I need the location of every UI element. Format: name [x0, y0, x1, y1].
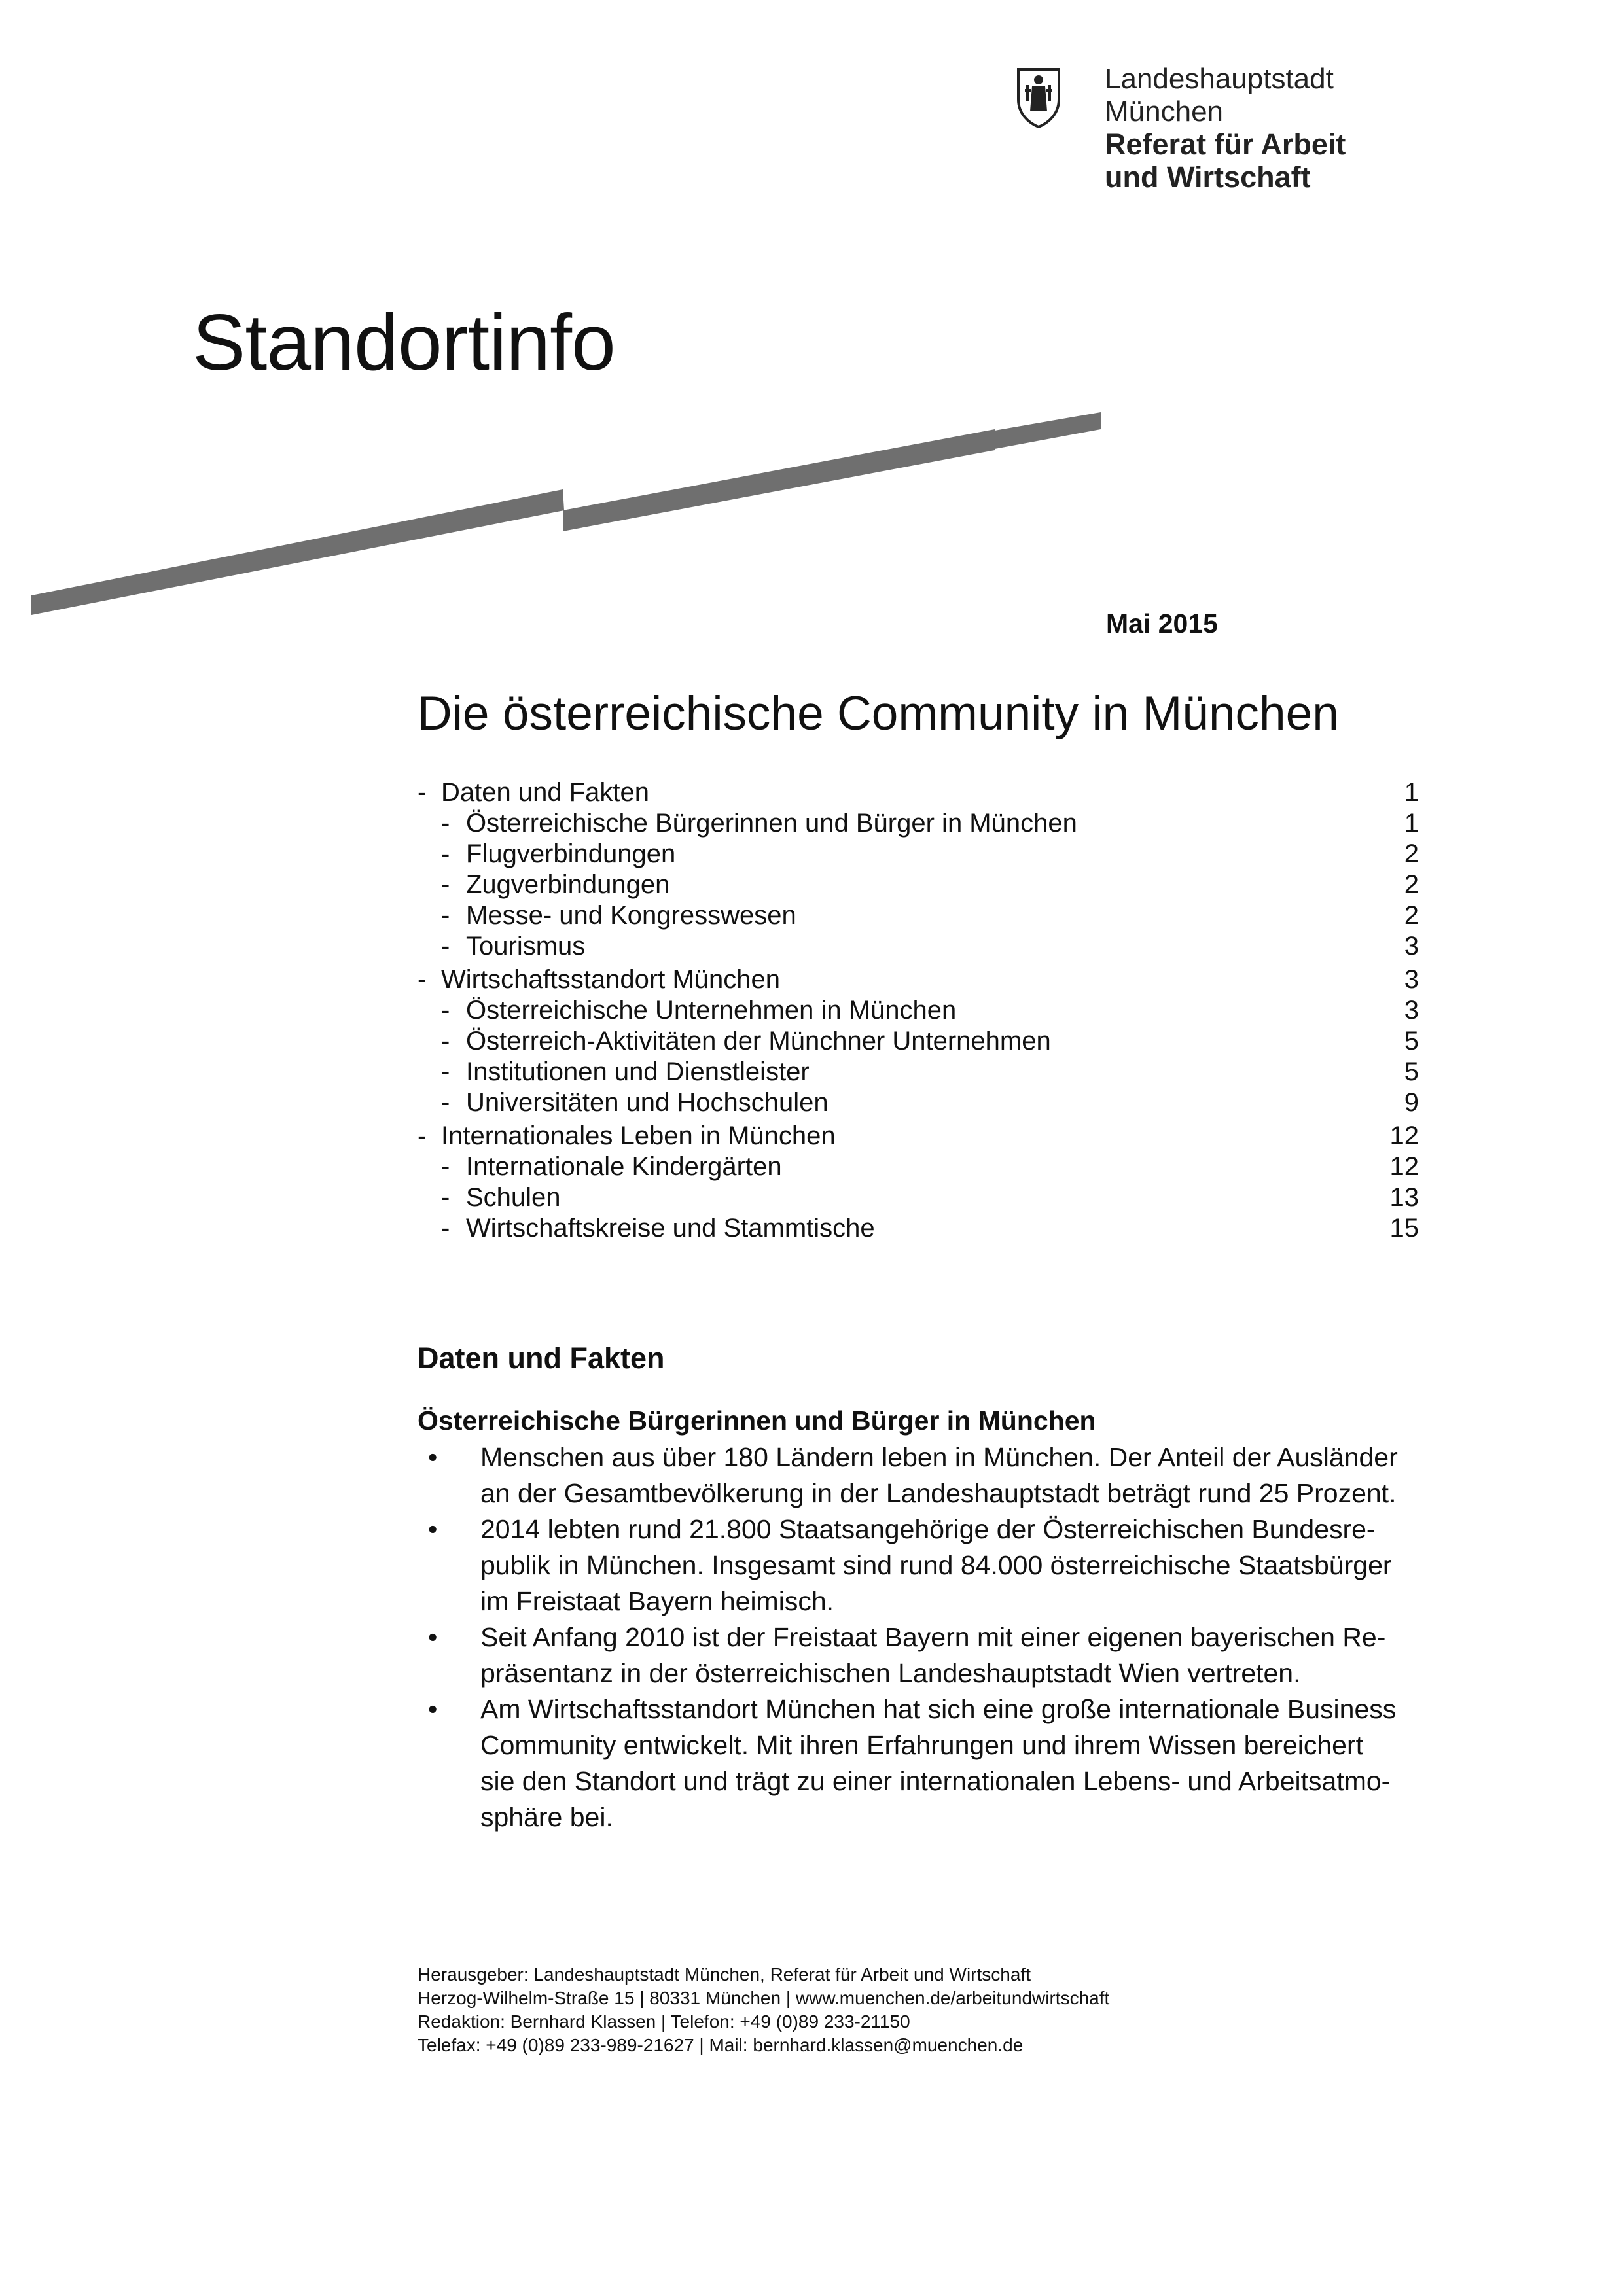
toc-entry	[418, 1057, 1419, 1087]
org-line-1: Landeshauptstadt	[1105, 63, 1334, 95]
publication-date: Mai 2015	[1106, 609, 1218, 639]
bullet-line: sie den Standort und trägt zu einer internationalen Lebens- und Arbeitsatmo-	[480, 1766, 1391, 1796]
toc-label: Wirtschaftsstandort München	[441, 965, 780, 994]
toc-label: Österreichische Unternehmen in München	[466, 996, 957, 1025]
footer-imprint	[418, 1963, 1109, 2057]
decorative-band	[0, 393, 1152, 628]
toc-entry	[418, 839, 1419, 870]
toc-dash: -	[441, 809, 450, 838]
document-headline: Die österreichische Community in München	[418, 687, 1339, 740]
toc-dash: -	[441, 1088, 450, 1117]
toc-page-number: 3	[1404, 932, 1419, 961]
bullet-dot-icon: •	[428, 1622, 438, 1652]
toc-dash: -	[441, 932, 450, 961]
toc-label: Österreichische Bürgerinnen und Bürger in München	[466, 809, 1077, 838]
section-heading: Daten und Fakten	[418, 1341, 665, 1375]
toc-label: Daten und Fakten	[441, 778, 649, 807]
bullet-line: Community entwickelt. Mit ihren Erfahrungen und ihrem Wissen bereichert	[480, 1730, 1363, 1760]
toc-page-number: 1	[1404, 809, 1419, 838]
bullet-item	[418, 1619, 1425, 1691]
toc-label: Schulen	[466, 1183, 561, 1212]
bullet-dot-icon: •	[428, 1694, 438, 1724]
toc-dash: -	[418, 1122, 427, 1150]
bullet-line: sphäre bei.	[480, 1802, 613, 1832]
org-line-3: Referat für Arbeit	[1105, 128, 1346, 161]
toc-page-number: 3	[1404, 965, 1419, 994]
toc-label: Flugverbindungen	[466, 839, 676, 868]
toc-label: Zugverbindungen	[466, 870, 670, 899]
org-line-4: und Wirtschaft	[1105, 160, 1311, 194]
toc-dash: -	[441, 1183, 450, 1212]
toc-page-number: 2	[1404, 870, 1419, 899]
toc-label: Wirtschaftskreise und Stammtische	[466, 1214, 875, 1243]
toc-label: Österreich-Aktivitäten der Münchner Unternehmen	[466, 1027, 1051, 1055]
toc-dash: -	[441, 1027, 450, 1055]
bullet-line: Am Wirtschaftsstandort München hat sich eine große internationale Business	[480, 1694, 1397, 1724]
toc-page-number: 2	[1404, 839, 1419, 868]
bullet-line: präsentanz in der österreichischen Landeshauptstadt Wien vertreten.	[480, 1658, 1301, 1688]
toc-dash: -	[441, 901, 450, 930]
toc-dash: -	[418, 965, 427, 994]
bullet-list	[418, 1439, 1425, 1835]
toc-label: Internationales Leben in München	[441, 1122, 836, 1150]
toc-page-number: 2	[1404, 901, 1419, 930]
footer-line-3: Redaktion: Bernhard Klassen | Telefon: +49 (0)89 233-21150	[418, 2011, 910, 2032]
bullet-line: 2014 lebten rund 21.800 Staatsangehörige der Österreichischen Bundesre-	[480, 1514, 1376, 1544]
toc-page-number: 12	[1389, 1122, 1419, 1150]
munich-coat-of-arms-icon	[1016, 65, 1061, 128]
document-title: Standortinfo	[192, 298, 615, 387]
toc-page-number: 9	[1404, 1088, 1419, 1117]
toc-page-number: 5	[1404, 1057, 1419, 1086]
toc-entry	[418, 1087, 1419, 1118]
toc-entry	[418, 1213, 1419, 1244]
toc-dash: -	[441, 1057, 450, 1086]
bullet-dot-icon: •	[428, 1442, 438, 1472]
bullet-line: im Freistaat Bayern heimisch.	[480, 1586, 834, 1616]
toc-label: Tourismus	[466, 932, 586, 961]
toc-entry	[418, 777, 1419, 808]
toc-entry	[418, 1026, 1419, 1057]
toc-entry	[418, 995, 1419, 1026]
footer-line-2: Herzog-Wilhelm-Straße 15 | 80331 München | www.muenchen.de/arbeitundwirtschaft	[418, 1988, 1110, 2008]
toc-dash: -	[441, 996, 450, 1025]
toc-label: Universitäten und Hochschulen	[466, 1088, 829, 1117]
toc-page-number: 12	[1389, 1152, 1419, 1181]
toc-entry	[418, 870, 1419, 900]
toc-page-number: 1	[1404, 778, 1419, 807]
toc-entry	[418, 1152, 1419, 1182]
toc-entry	[418, 964, 1419, 995]
toc-page-number: 5	[1404, 1027, 1419, 1055]
bullet-item	[418, 1439, 1425, 1511]
org-line-2: München	[1105, 96, 1224, 128]
toc-dash: -	[441, 1152, 450, 1181]
toc-dash: -	[441, 870, 450, 899]
footer-line-4: Telefax: +49 (0)89 233-989-21627 | Mail: bernhard.klassen@muenchen.de	[418, 2035, 1024, 2055]
table-of-contents	[418, 777, 1419, 1244]
toc-dash: -	[418, 778, 427, 807]
organization-name	[1105, 63, 1346, 194]
bullet-item	[418, 1691, 1425, 1835]
bullet-line: an der Gesamtbevölkerung in der Landeshauptstadt beträgt rund 25 Prozent.	[480, 1478, 1397, 1508]
toc-page-number: 3	[1404, 996, 1419, 1025]
bullet-line: publik in München. Insgesamt sind rund 84.000 österreichische Staatsbürger	[480, 1550, 1392, 1580]
toc-label: Messe- und Kongresswesen	[466, 901, 796, 930]
bullet-line: Menschen aus über 180 Ländern leben in München. Der Anteil der Ausländer	[480, 1442, 1398, 1472]
toc-entry	[418, 1182, 1419, 1213]
bullet-dot-icon: •	[428, 1514, 438, 1544]
toc-entry	[418, 900, 1419, 931]
bullet-item	[418, 1511, 1425, 1619]
footer-line-1: Herausgeber: Landeshauptstadt München, Referat für Arbeit und Wirtschaft	[418, 1964, 1031, 1985]
toc-dash: -	[441, 1214, 450, 1243]
toc-page-number: 13	[1389, 1183, 1419, 1212]
toc-entry	[418, 931, 1419, 962]
toc-entry	[418, 808, 1419, 839]
toc-dash: -	[441, 839, 450, 868]
toc-page-number: 15	[1389, 1214, 1419, 1243]
toc-label: Institutionen und Dienstleister	[466, 1057, 810, 1086]
bullet-line: Seit Anfang 2010 ist der Freistaat Bayern mit einer eigenen bayerischen Re-	[480, 1622, 1386, 1652]
toc-entry	[418, 1121, 1419, 1152]
section-subheading: Österreichische Bürgerinnen und Bürger in München	[418, 1405, 1096, 1436]
toc-label: Internationale Kindergärten	[466, 1152, 782, 1181]
